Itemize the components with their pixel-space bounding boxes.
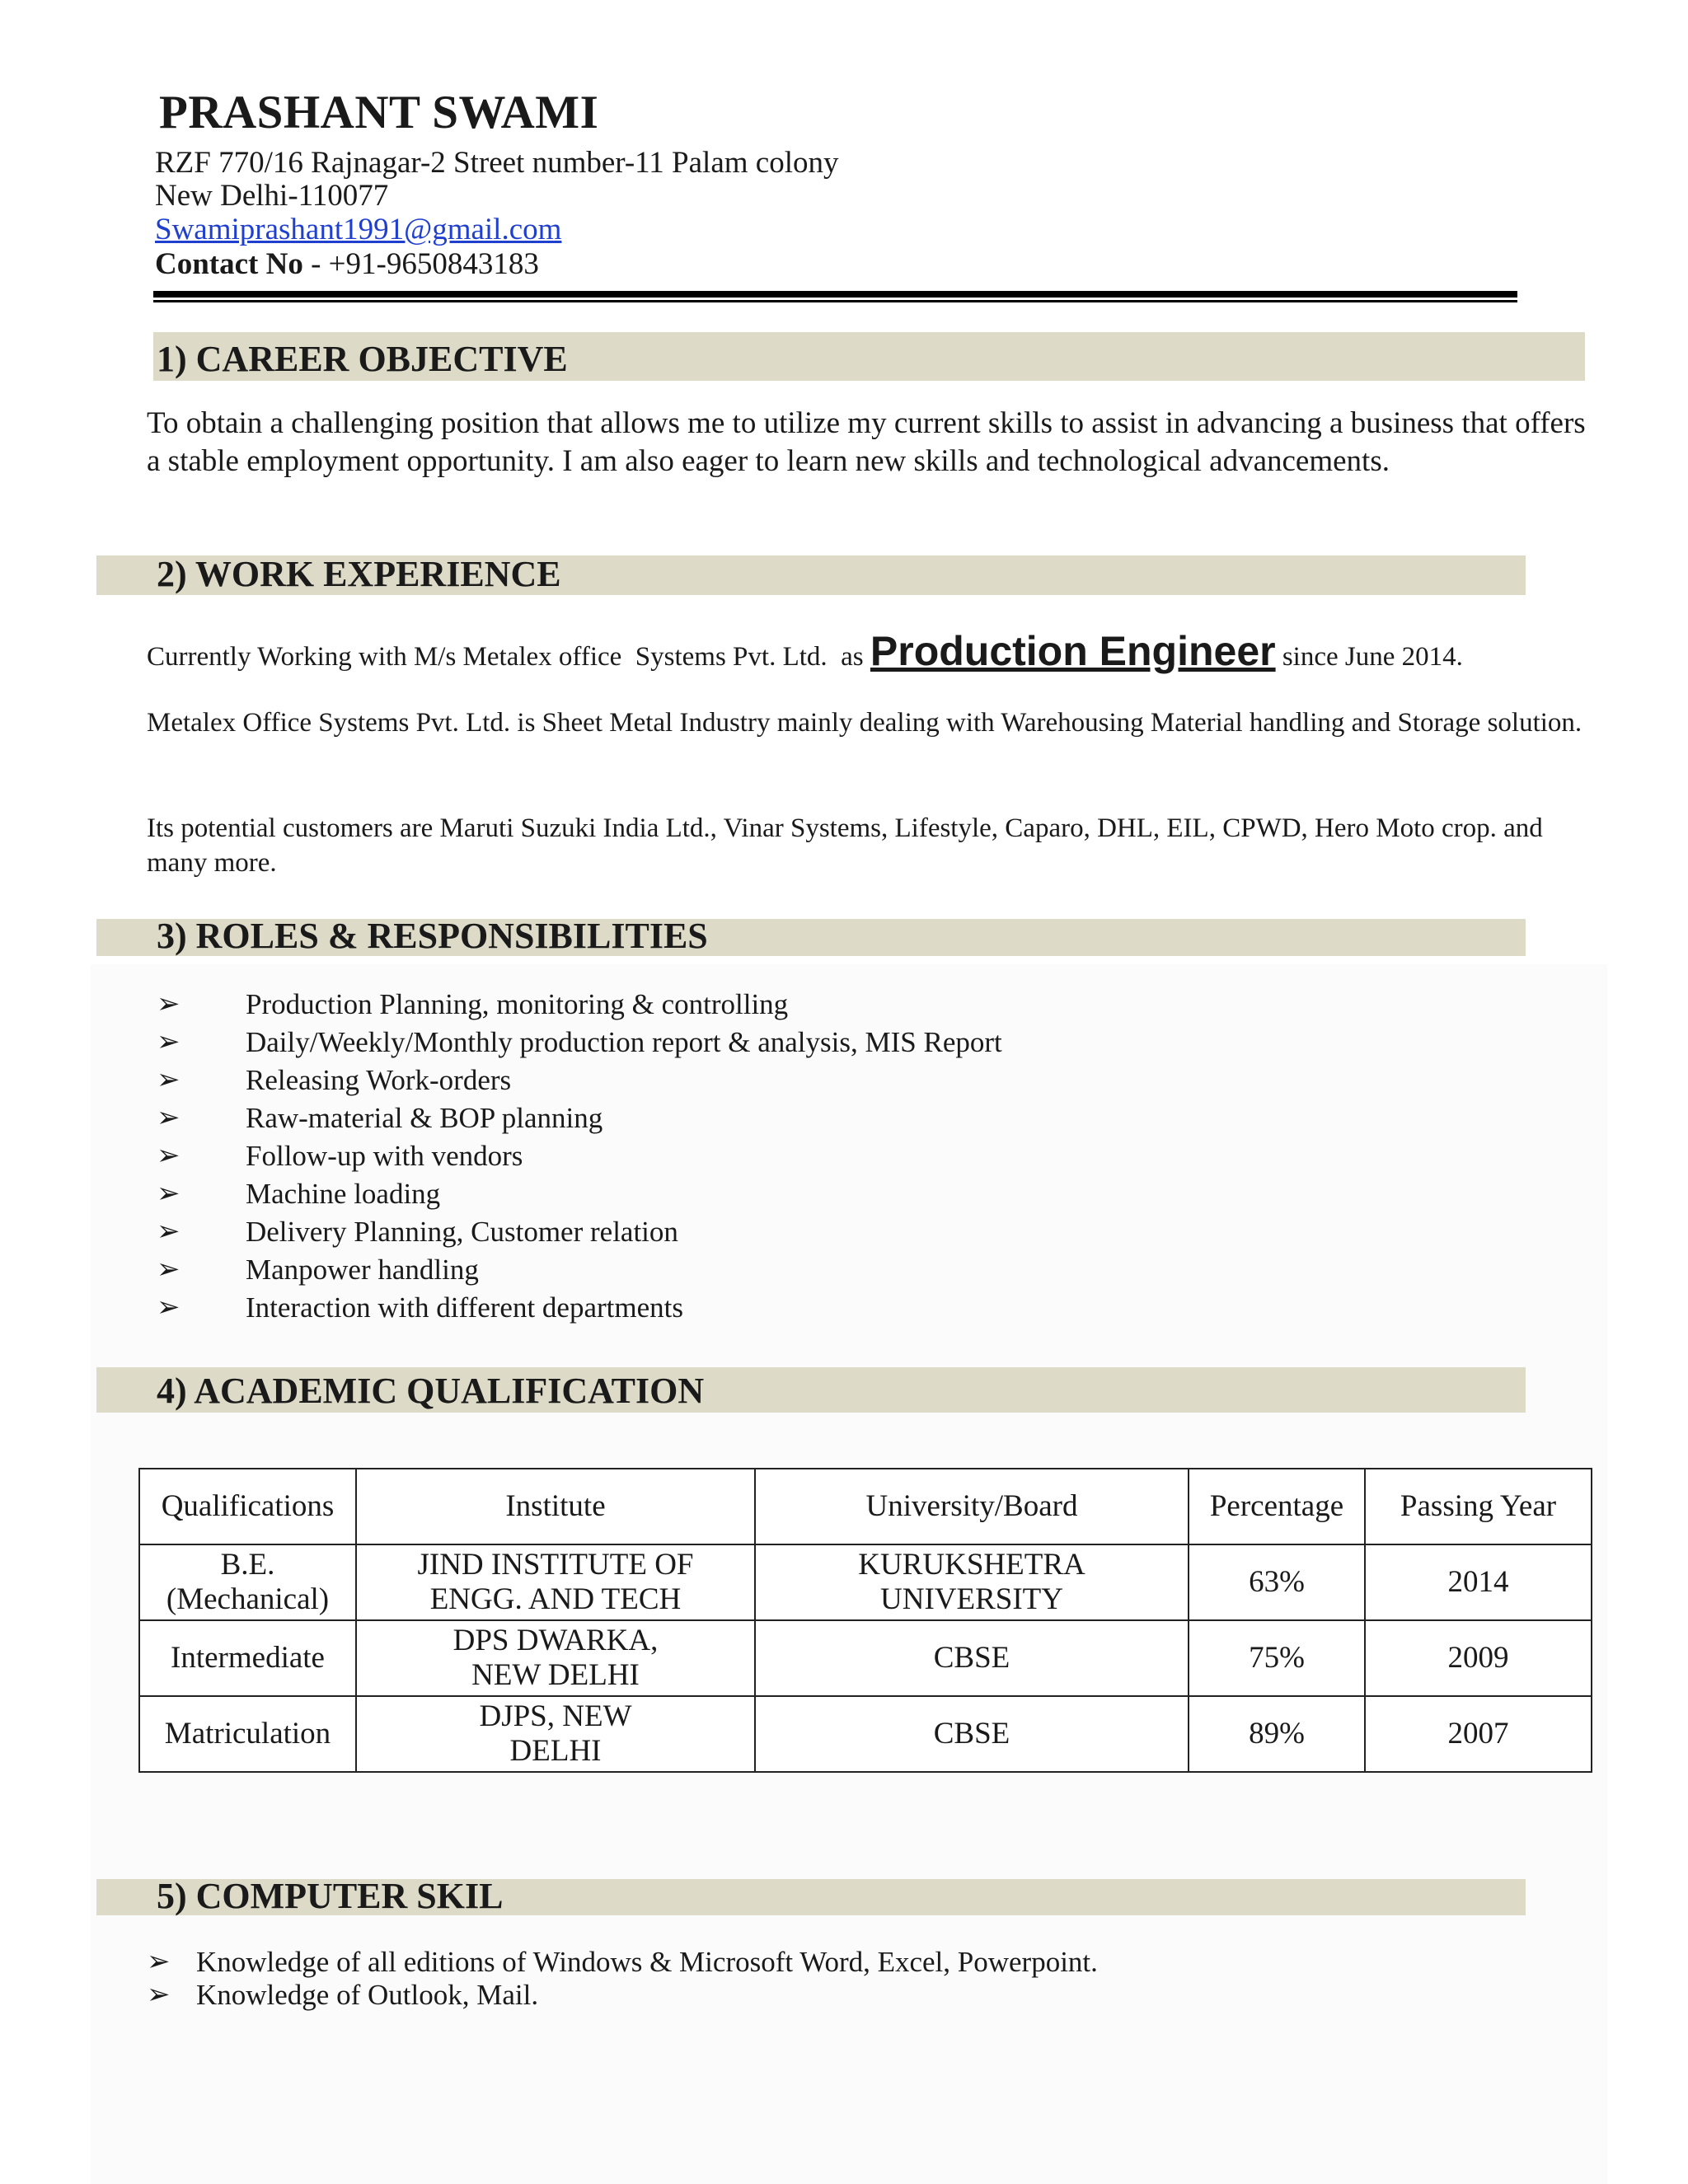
arrow-bullet-icon: ➢ (157, 1292, 181, 1323)
list-item-text: Raw-material & BOP planning (246, 1102, 603, 1134)
table-header-cell: University/Board (755, 1469, 1189, 1544)
list-item-text: Delivery Planning, Customer relation (246, 1216, 678, 1248)
company-customers: Its potential customers are Maruti Suzuki India Ltd., Vinar Systems, Lifestyle, Caparo, DHL, EIL, CPWD, Hero Moto crop. and many more. (147, 813, 1543, 878)
contact-value: - +91-9650843183 (302, 247, 539, 281)
candidate-name: PRASHANT SWAMI (159, 87, 599, 138)
list-item-text: Interaction with different departments (246, 1291, 683, 1324)
table-cell: DPS DWARKA, NEW DELHI (356, 1620, 755, 1696)
arrow-bullet-icon: ➢ (157, 1065, 181, 1095)
table-row (139, 1696, 1592, 1772)
career-objective-text: To obtain a challenging position that allows me to utilize my current skills to assist in advancing a business that offers a stable employment opportunity. I am also eager to learn new skills and technological advancements. (147, 406, 1586, 478)
list-item-text: Production Planning, monitoring & controlling (246, 988, 789, 1020)
section-title-work-experience: 2) WORK EXPERIENCE (157, 554, 561, 594)
list-item-text: Follow-up with vendors (246, 1140, 523, 1172)
header-divider-thin (153, 300, 1517, 302)
arrow-bullet-icon: ➢ (157, 1179, 181, 1209)
arrow-bullet-icon: ➢ (157, 989, 181, 1019)
address-line-2: New Delhi-110077 (155, 179, 389, 213)
section-title-academic: 4) ACADEMIC QUALIFICATION (157, 1371, 705, 1411)
table-cell: CBSE (755, 1696, 1189, 1772)
table-cell: KURUKSHETRA UNIVERSITY (755, 1544, 1189, 1620)
table-header-row (139, 1469, 1592, 1544)
arrow-bullet-icon: ➢ (147, 1980, 171, 2010)
arrow-bullet-icon: ➢ (147, 1947, 171, 1977)
email-link[interactable]: Swamiprashant1991@gmail.com (155, 213, 562, 246)
section-title-career-objective: 1) CAREER OBJECTIVE (157, 339, 568, 379)
current-position-line (147, 626, 1463, 682)
current-position-prefix: Currently Working with M/s Metalex office Systems Pvt. Ltd. as (147, 642, 870, 672)
table-cell: 63% (1189, 1544, 1365, 1620)
arrow-bullet-icon: ➢ (157, 1027, 181, 1057)
table-cell: Intermediate (139, 1620, 356, 1696)
table-cell: B.E. (Mechanical) (139, 1544, 356, 1620)
section-title-computer-skills: 5) COMPUTER SKIL (157, 1876, 504, 1916)
table-cell: 75% (1189, 1620, 1365, 1696)
arrow-bullet-icon: ➢ (157, 1254, 181, 1285)
table-header-cell: Qualifications (139, 1469, 356, 1544)
table-row (139, 1544, 1592, 1620)
contact-number (155, 247, 539, 282)
list-item-text: Knowledge of all editions of Windows & Microsoft Word, Excel, Powerpoint. (196, 1946, 1098, 1978)
table-header-cell: Institute (356, 1469, 755, 1544)
arrow-bullet-icon: ➢ (157, 1141, 181, 1171)
table-cell: JIND INSTITUTE OF ENGG. AND TECH (356, 1544, 755, 1620)
header-divider-thick (153, 291, 1517, 298)
section-title-roles: 3) ROLES & RESPONSIBILITIES (157, 916, 708, 956)
table-cell: CBSE (755, 1620, 1189, 1696)
current-role-title: Production Engineer (870, 628, 1276, 674)
list-item-text: Manpower handling (246, 1254, 479, 1286)
address-line-1: RZF 770/16 Rajnagar-2 Street number-11 Palam colony (155, 146, 839, 180)
current-position-suffix: since June 2014. (1275, 642, 1463, 672)
table-cell: 89% (1189, 1696, 1365, 1772)
table-cell: 2007 (1365, 1696, 1592, 1772)
table-cell: 2014 (1365, 1544, 1592, 1620)
list-item-text: Releasing Work-orders (246, 1064, 512, 1096)
table-cell: 2009 (1365, 1620, 1592, 1696)
table-row (139, 1620, 1592, 1696)
company-description: Metalex Office Systems Pvt. Ltd. is Sheet Metal Industry mainly dealing with Warehousing Material handling and Storage solution. (147, 708, 1582, 738)
list-item-text: Machine loading (246, 1178, 441, 1210)
academic-table (138, 1468, 1592, 1773)
table-header-cell: Percentage (1189, 1469, 1365, 1544)
list-item-text: Knowledge of Outlook, Mail. (196, 1979, 539, 2011)
table-cell: Matriculation (139, 1696, 356, 1772)
arrow-bullet-icon: ➢ (157, 1216, 181, 1247)
arrow-bullet-icon: ➢ (157, 1103, 181, 1133)
table-cell: DJPS, NEW DELHI (356, 1696, 755, 1772)
contact-label: Contact No (155, 247, 303, 281)
list-item-text: Daily/Weekly/Monthly production report & analysis, MIS Report (246, 1026, 1002, 1058)
table-header-cell: Passing Year (1365, 1469, 1592, 1544)
